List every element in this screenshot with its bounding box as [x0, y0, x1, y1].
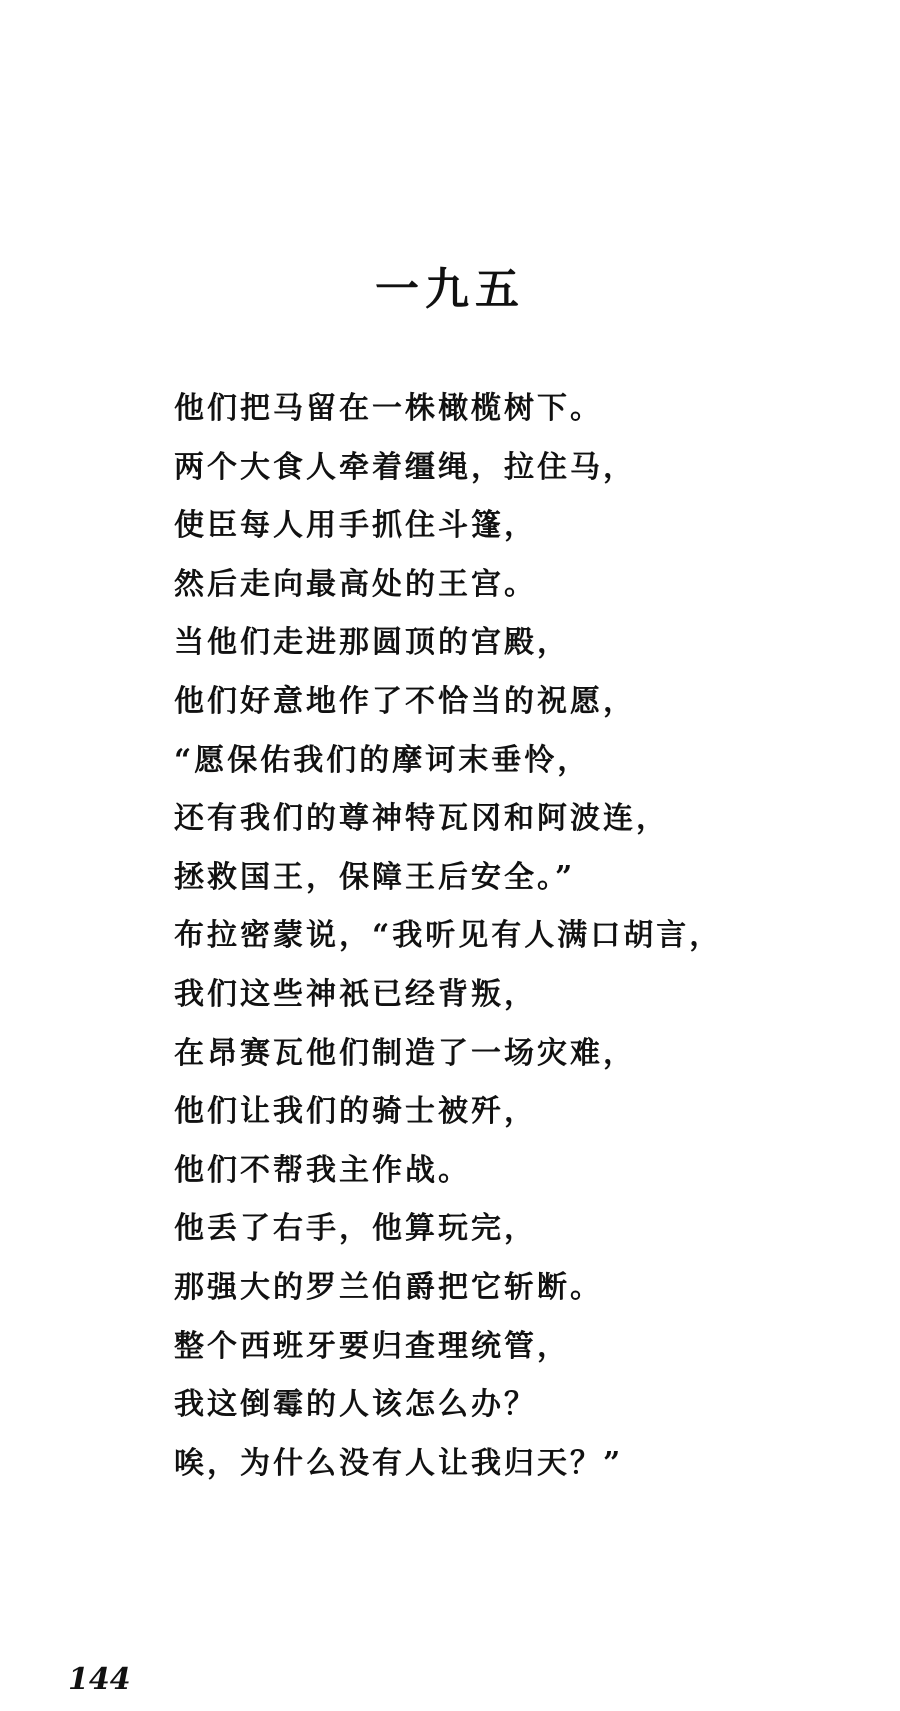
- section-title: 一九五: [375, 264, 525, 315]
- poem-line: 我们这些神祇已经背叛，: [174, 976, 537, 1012]
- poem-line: 他们把马留在一株橄榄树下。: [174, 391, 603, 426]
- poem-line: 然后走向最高处的王宫。: [174, 566, 537, 602]
- page-number: 144: [68, 1662, 131, 1697]
- poem-line: 他丢了右手，他算玩完，: [174, 1211, 537, 1247]
- poem-line: 拯救国王，保障王后安全。”: [174, 859, 576, 895]
- poem-line: 他们让我们的骑士被歼，: [174, 1094, 537, 1130]
- poem-line: 他们不帮我主作战。: [174, 1152, 471, 1188]
- poem-line: “愿保佑我们的摩诃末垂怜，: [174, 742, 591, 778]
- poem-stanza: [174, 380, 854, 1493]
- poem-line: 还有我们的尊神特瓦冈和阿波连，: [174, 801, 669, 837]
- poem-line: 唉，为什么没有人让我归天？”: [174, 1445, 624, 1481]
- poem-line: 那强大的罗兰伯爵把它斩断。: [174, 1269, 603, 1305]
- poem-line: 他们好意地作了不恰当的祝愿，: [174, 683, 636, 719]
- poem-line: 布拉密蒙说，“我听见有人满口胡言，: [174, 918, 723, 954]
- poem-line: 在昂赛瓦他们制造了一场灾难，: [174, 1035, 636, 1071]
- poem-line: 整个西班牙要归查理统管，: [174, 1328, 570, 1364]
- poem-line: 两个大食人牵着缰绳，拉住马，: [174, 449, 636, 485]
- poem-line: 当他们走进那圆顶的宫殿，: [174, 625, 570, 661]
- poem-line: 我这倒霉的人该怎么办？: [174, 1387, 537, 1423]
- poem-line: 使臣每人用手抓住斗篷，: [174, 508, 537, 544]
